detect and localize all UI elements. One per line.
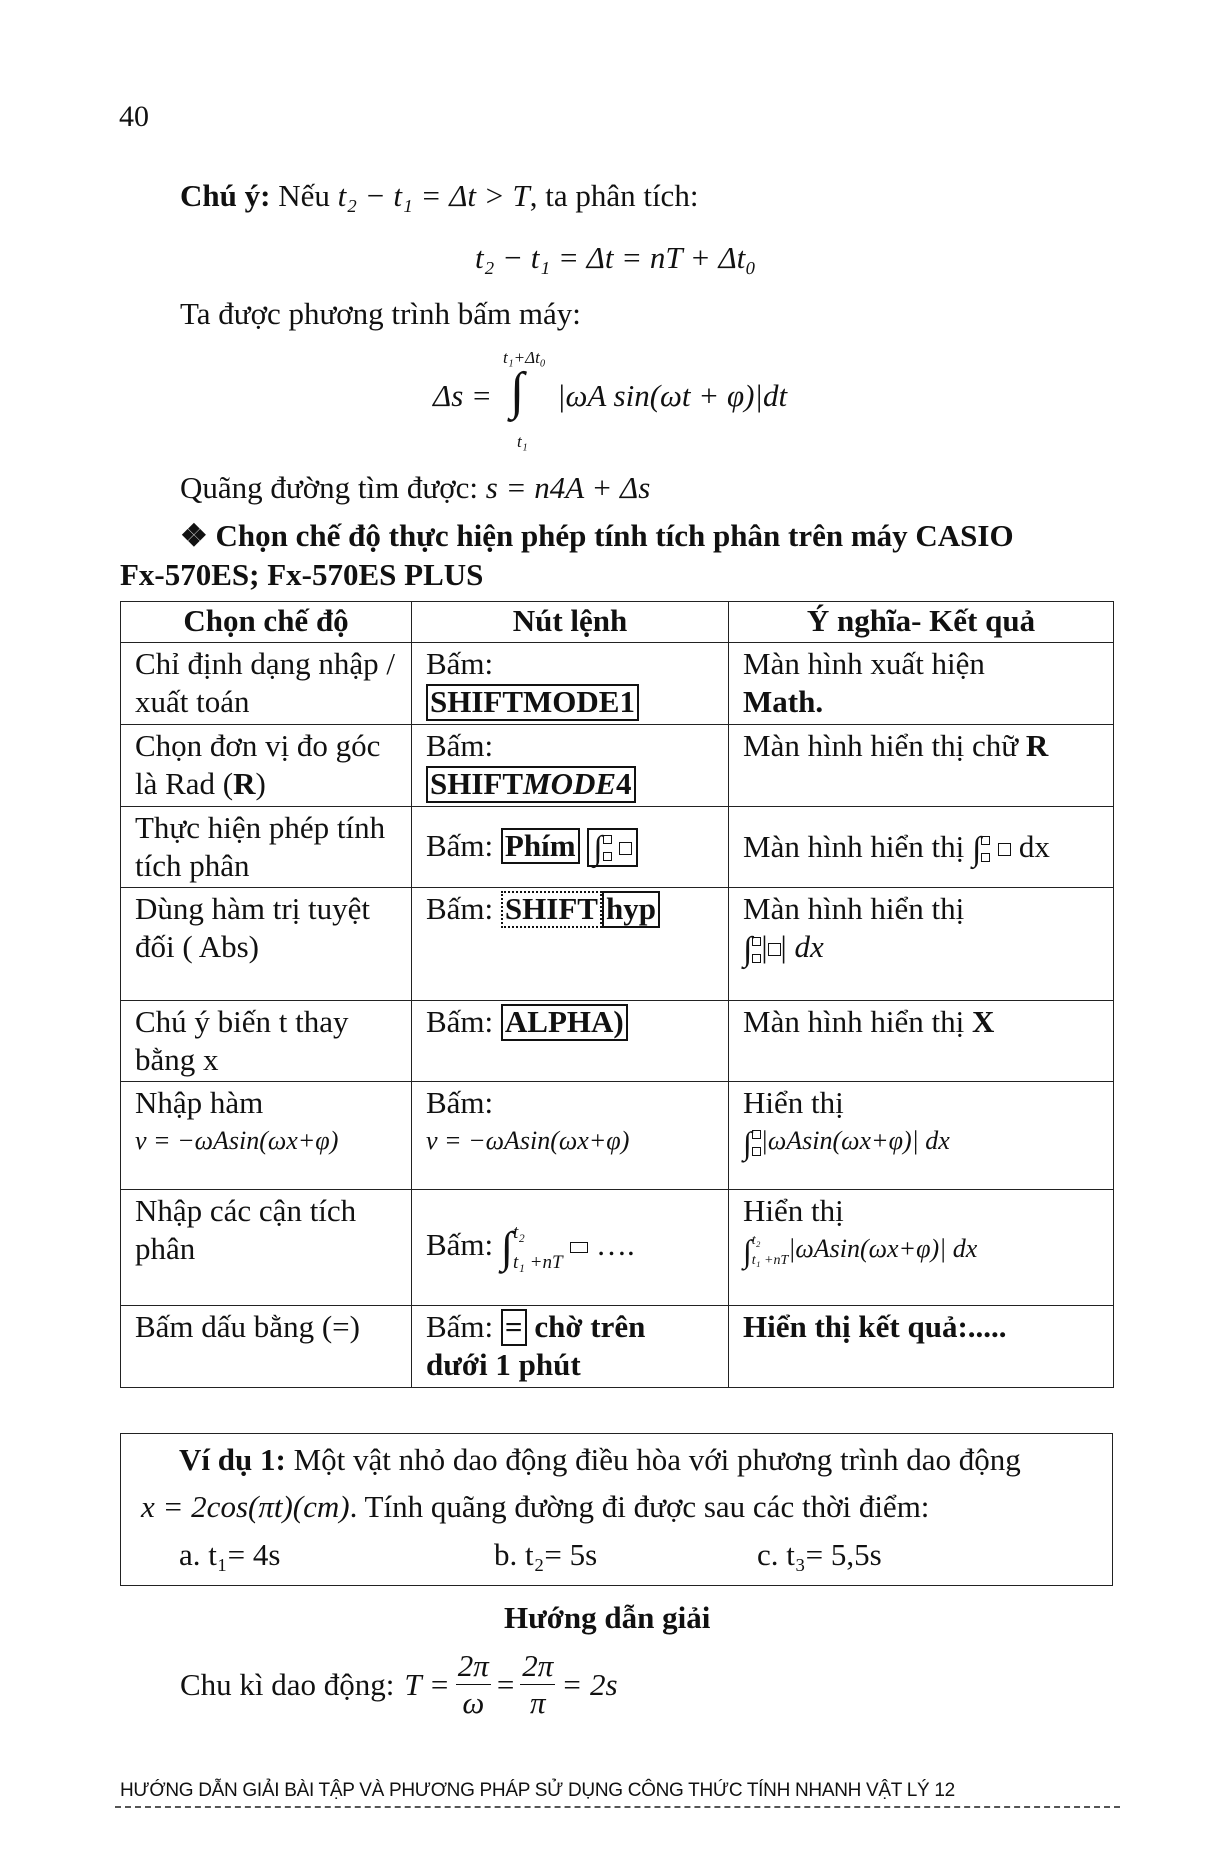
example-option-c: c. t₃= 5,5s (757, 1537, 882, 1572)
row6-mode-formula: v = −ωAsin(ωx+φ) (135, 1126, 339, 1155)
row7-mode: Nhập các cận tích phân (121, 1190, 412, 1306)
row3-result-cell (729, 807, 1114, 888)
table-row (121, 807, 1114, 888)
page-number: 40 (119, 100, 149, 133)
row8-result-bold: Hiển thị kết quả:..... (743, 1309, 1007, 1344)
table-row (121, 1082, 1114, 1190)
table-row (121, 1306, 1114, 1388)
equation-intro: Ta được phương trình bấm máy: (180, 296, 581, 331)
distance-label: Quãng đường tìm được: (180, 470, 478, 505)
example-box (120, 1433, 1113, 1586)
row2-key-a: SHIFT (430, 766, 524, 801)
row6-mode: Nhập hàm (135, 1085, 264, 1120)
row5-key-cell (412, 1001, 729, 1082)
row7-result-upper: t₂ (751, 1233, 761, 1249)
row5-key: ALPHA) (501, 1004, 628, 1041)
row1-result-bold: Math. (743, 684, 824, 719)
row7-result-integral: ∫ t₂ t₁ +nT |ωAsin(ωx+φ)| dx (743, 1233, 978, 1270)
period-fraction-2 (520, 1648, 555, 1721)
row7-lower: t₁ +nT (512, 1251, 563, 1273)
section-title-line1 (180, 518, 1014, 554)
row5-result: Màn hình hiển thị (743, 1004, 965, 1039)
row5-result-cell (729, 1001, 1114, 1082)
row1-key-cell (412, 643, 729, 725)
row2-result: Màn hình hiển thị chữ (743, 728, 1019, 763)
row6-result-integral: ∫ |ωAsin(ωx+φ)| dx (743, 1125, 950, 1162)
row5-mode: Chú ý biến t thay bằng x (121, 1001, 412, 1082)
row4-key-b: hyp (602, 891, 660, 928)
solution-title: Hướng dẫn giải (504, 1600, 711, 1635)
integral-lower-limit: t₁ (517, 432, 528, 451)
row2-key-cell (412, 725, 729, 807)
row2-key (426, 766, 636, 803)
section-title-line2: Fx-570ES; Fx-570ES PLUS (120, 557, 484, 592)
integral-key-icon: ∫ (587, 828, 638, 868)
row1-press: Bấm: (426, 646, 494, 681)
row2-result-cell (729, 725, 1114, 807)
abs-integral-template: ∫ | | dx (743, 929, 824, 968)
row8-key-cell (412, 1306, 729, 1388)
row2-result-bold: R (1025, 728, 1049, 763)
note-prefix: Nếu (278, 178, 330, 213)
row1-mode: Chỉ định dạng nhập / xuất toán (121, 643, 412, 725)
row4-key-a: SHIFT (501, 891, 602, 928)
example-option-b: b. t₂= 5s (494, 1537, 598, 1572)
header-mode: Chọn chế độ (121, 602, 412, 643)
period-result: = 2s (561, 1666, 618, 1702)
row3-result: Màn hình hiển thị (743, 828, 965, 864)
example-option-a: a. t₁= 4s (179, 1537, 281, 1572)
header-key: Nút lệnh (412, 602, 729, 643)
integral-template-icon: ∫ (972, 829, 1011, 864)
example-equation: x = 2cos(πt)(cm) (141, 1489, 350, 1524)
footer-divider (115, 1806, 1120, 1808)
note-line (180, 178, 698, 214)
integrand: |ωA sin(ωt + φ)|dt (557, 378, 788, 413)
row2-mode-bold: R (233, 766, 256, 801)
distance-line (180, 470, 650, 506)
row6-result-formula: |ωAsin(ωx+φ)| dx (760, 1126, 950, 1155)
row8-key-tail2: dưới 1 phút (426, 1347, 581, 1382)
row5-result-bold: X (972, 1004, 995, 1039)
row3-result-tail: dx (1018, 828, 1050, 864)
row6-mode-cell (121, 1082, 412, 1190)
frac1-num: 2π (457, 1648, 489, 1683)
row3-key-cell (412, 807, 729, 888)
decomposition-formula: t₂ − t₁ = Δt = nT + Δt₀ (475, 240, 757, 275)
row6-key-cell (412, 1082, 729, 1190)
casio-mode-table (120, 601, 1114, 1388)
integral-lhs: Δs = (433, 378, 492, 413)
integral-upper-limit: t₁+Δt₀ (503, 348, 546, 367)
example-text2: . Tính quãng đường đi được sau các thời điểm: (349, 1489, 930, 1524)
row5-press: Bấm: (426, 1004, 494, 1039)
row6-result: Hiển thị (743, 1085, 844, 1120)
row7-result-cell (729, 1190, 1114, 1306)
example-line2 (141, 1489, 929, 1525)
frac2-num: 2π (522, 1648, 554, 1683)
table-row (121, 1190, 1114, 1306)
footer-title: HƯỚNG DẪN GIẢI BÀI TẬP VÀ PHƯƠNG PHÁP SỬ DỤNG CÔNG THỨC TÍNH NHANH VẬT LÝ 12 (120, 1780, 955, 1801)
row2-mode-text: Chọn đơn vị đo góc là Rad ( (135, 728, 381, 801)
table-row (121, 643, 1114, 725)
table-row (121, 725, 1114, 807)
row1-result-cell (729, 643, 1114, 725)
row4-result-cell (729, 888, 1114, 1001)
row2-mode (121, 725, 412, 807)
row8-mode: Bấm dấu bằng (=) (121, 1306, 412, 1388)
row7-result: Hiển thị (743, 1193, 844, 1228)
row7-key-tail: …. (596, 1226, 635, 1262)
section-title-text: Chọn chế độ thực hiện phép tính tích phân trên máy CASIO (215, 518, 1014, 553)
row4-mode: Dùng hàm trị tuyệt đối ( Abs) (121, 888, 412, 1001)
row2-press: Bấm: (426, 728, 494, 763)
row6-key-formula: v = −ωAsin(ωx+φ) (426, 1126, 630, 1155)
row3-press: Bấm: (426, 827, 494, 863)
row8-result-cell (729, 1306, 1114, 1388)
row4-key-cell (412, 888, 729, 1001)
example-text1: Một vật nhỏ dao động điều hòa với phương trình dao động (293, 1442, 1021, 1477)
period-eq: = (496, 1666, 515, 1702)
note-condition: t₂ − t₁ = Δt > T (337, 178, 530, 213)
period-label: Chu kì dao động: (180, 1666, 395, 1702)
period-lhs: T = (404, 1666, 450, 1702)
row1-result: Màn hình xuất hiện (743, 646, 985, 681)
row7-press: Bấm: (426, 1226, 494, 1262)
diamond-bullet-icon: ❖ (180, 518, 208, 553)
row4-press: Bấm: (426, 891, 494, 926)
row3-key: Phím (501, 828, 580, 865)
row6-result-cell (729, 1082, 1114, 1190)
row8-key-tail1: chờ trên (534, 1309, 646, 1344)
row7-result-lower: t₁ +nT (751, 1253, 789, 1269)
row4-result-formula: dx (794, 929, 824, 964)
row7-upper: t₂ (512, 1221, 525, 1243)
table-row (121, 1001, 1114, 1082)
distance-formula: s = n4A + Δs (485, 470, 651, 505)
header-result: Ý nghĩa- Kết quả (729, 602, 1114, 643)
row2-key-c: 4 (616, 766, 632, 801)
row1-key: SHIFTMODE1 (426, 684, 639, 721)
row2-mode-end: ) (255, 766, 266, 801)
row4-result: Màn hình hiển thị (743, 891, 965, 926)
example-line1 (179, 1442, 1021, 1478)
period-line (180, 1648, 618, 1721)
table-header-row (121, 602, 1114, 643)
row7-result-formula: |ωAsin(ωx+φ)| dx (788, 1234, 978, 1263)
row8-key: = (501, 1309, 527, 1346)
row2-key-b: MODE (523, 766, 617, 801)
row6-press: Bấm: (426, 1085, 494, 1120)
integral-sign: ∫ (510, 363, 525, 420)
row7-key-cell (412, 1190, 729, 1306)
row8-press: Bấm: (426, 1309, 494, 1344)
note-label: Chú ý: (180, 178, 271, 213)
period-fraction-1 (456, 1648, 491, 1721)
row7-integral-sign: ∫ (500, 1222, 513, 1272)
table-row (121, 888, 1114, 1001)
note-suffix: , ta phân tích: (529, 178, 699, 213)
frac1-den: ω (462, 1685, 485, 1720)
row3-mode: Thực hiện phép tính tích phân (121, 807, 412, 888)
example-label: Ví dụ 1: (179, 1442, 286, 1477)
frac2-den: π (530, 1685, 546, 1720)
